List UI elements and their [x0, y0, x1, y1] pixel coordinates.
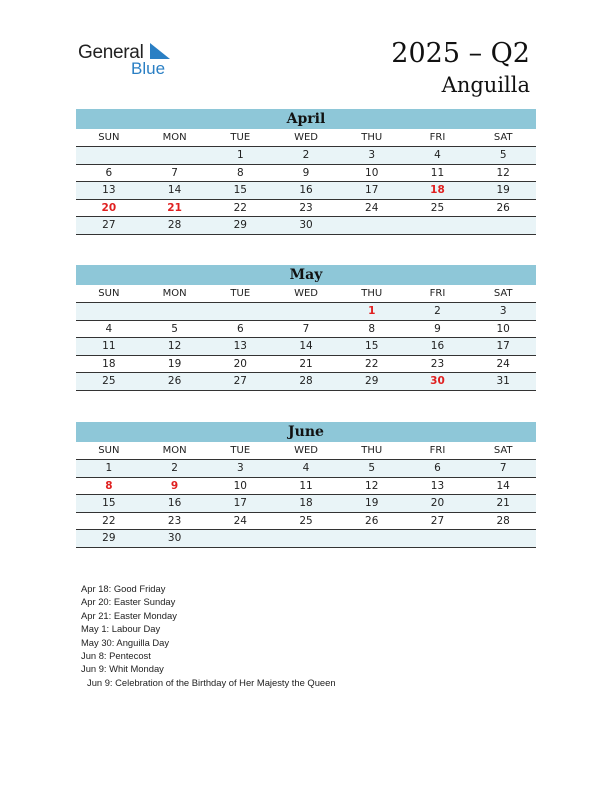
empty-day-cell [76, 147, 142, 164]
empty-day-cell [142, 303, 208, 320]
day-cell: 18 [299, 497, 313, 509]
holiday-notes [81, 582, 336, 689]
weekday-label: THU [361, 132, 383, 143]
day-cell: 13 [102, 184, 116, 196]
day-cell: 21 [299, 357, 313, 370]
day-cell: 29 [102, 532, 116, 544]
day-cell: 12 [365, 479, 379, 492]
empty-day-cell [405, 217, 471, 234]
day-cell: 15 [102, 497, 116, 509]
day-cell: 16 [167, 497, 182, 509]
day-cell: 25 [299, 514, 313, 527]
weekday-header-row [76, 285, 536, 303]
holiday-day-cell: 30 [430, 375, 445, 387]
day-cell: 24 [233, 514, 247, 527]
day-cell: 7 [302, 322, 310, 335]
day-cell: 4 [434, 149, 441, 161]
empty-day-cell [207, 303, 273, 320]
week-row [76, 478, 536, 496]
day-cell: 18 [102, 357, 116, 370]
weekday-label: MON [162, 132, 187, 143]
weekday-label: TUE [230, 132, 251, 143]
day-cell: 24 [365, 201, 379, 214]
holiday-day-cell: 20 [101, 201, 117, 214]
logo-triangle-icon [150, 43, 170, 59]
day-cell: 17 [233, 497, 247, 509]
day-cell: 21 [496, 497, 510, 509]
holiday-day-cell: 18 [430, 184, 445, 196]
holiday-note: May 1: Labour Day [81, 623, 161, 635]
holiday-note: Apr 18: Good Friday [81, 583, 166, 594]
day-cell: 31 [496, 375, 510, 387]
day-cell: 8 [236, 166, 244, 179]
week-row [76, 321, 536, 339]
day-cell: 2 [434, 305, 441, 317]
day-cell: 23 [430, 357, 445, 370]
weekday-label: TUE [230, 445, 251, 456]
day-cell: 3 [368, 149, 376, 161]
day-cell: 26 [167, 375, 182, 387]
weekday-label: SUN [98, 288, 120, 299]
empty-day-cell [405, 530, 471, 547]
day-cell: 19 [365, 497, 379, 509]
day-cell: 17 [496, 340, 510, 352]
day-cell: 28 [167, 219, 182, 231]
holiday-note: Jun 9: Whit Monday [81, 663, 164, 675]
day-cell: 22 [233, 201, 247, 214]
day-cell: 2 [302, 149, 310, 161]
weekday-header-row [76, 129, 536, 147]
day-cell: 12 [167, 340, 182, 352]
week-row [76, 356, 536, 374]
weekday-label: TUE [230, 288, 251, 299]
empty-day-cell [339, 530, 405, 547]
empty-day-cell [273, 530, 339, 547]
day-cell: 25 [430, 201, 445, 214]
day-cell: 26 [496, 201, 510, 214]
day-cell: 5 [368, 462, 376, 474]
weekday-label: SUN [98, 445, 120, 456]
month-title: June [76, 422, 536, 442]
holiday-note: Jun 9: Celebration of the Birthday of Her Majesty the Queen [87, 676, 336, 688]
week-row [76, 373, 536, 391]
week-row [76, 460, 536, 478]
day-cell: 5 [171, 322, 178, 335]
day-cell: 14 [167, 184, 182, 196]
weekday-label: SAT [493, 132, 513, 143]
day-cell: 12 [496, 166, 510, 179]
empty-day-cell [76, 303, 142, 320]
day-cell: 6 [434, 462, 441, 474]
holiday-day-cell: 8 [105, 479, 113, 492]
day-cell: 16 [430, 340, 445, 352]
weekday-label: SAT [493, 288, 513, 299]
day-cell: 19 [496, 184, 510, 196]
day-cell: 28 [496, 514, 510, 527]
day-cell: 25 [102, 375, 116, 387]
week-row [76, 513, 536, 531]
day-cell: 4 [105, 322, 113, 335]
day-cell: 15 [365, 340, 379, 352]
month-may [76, 265, 536, 391]
day-cell: 30 [299, 219, 313, 231]
day-cell: 24 [496, 357, 510, 370]
day-cell: 10 [365, 166, 379, 179]
week-row [76, 495, 536, 513]
week-row [76, 147, 536, 165]
day-cell: 4 [302, 462, 310, 474]
day-cell: 22 [365, 357, 379, 370]
logo-text-general: General [78, 42, 144, 63]
holiday-day-cell: 9 [170, 479, 179, 492]
day-cell: 9 [434, 322, 441, 335]
day-cell: 27 [233, 375, 247, 387]
holiday-note: May 30: Anguilla Day [81, 636, 170, 648]
day-cell: 8 [368, 322, 376, 335]
holiday-note: Apr 20: Easter Sunday [81, 596, 176, 608]
day-cell: 20 [233, 357, 247, 370]
day-cell: 11 [299, 479, 313, 492]
day-cell: 27 [430, 514, 445, 527]
week-row [76, 182, 536, 200]
day-cell: 2 [171, 462, 178, 474]
weekday-label: FRI [429, 132, 446, 143]
day-cell: 23 [299, 201, 313, 214]
weekday-label: THU [361, 288, 383, 299]
day-cell: 15 [233, 184, 247, 196]
weekday-label: WED [294, 288, 318, 299]
weekday-label: WED [294, 445, 318, 456]
day-cell: 22 [102, 514, 116, 527]
weekday-label: SAT [493, 445, 513, 456]
day-cell: 29 [233, 219, 247, 231]
day-cell: 10 [233, 479, 247, 492]
day-cell: 7 [499, 462, 507, 474]
day-cell: 30 [167, 532, 182, 544]
holiday-note: Jun 8: Pentecost [81, 650, 151, 662]
week-row [76, 530, 536, 548]
day-cell: 17 [365, 184, 379, 196]
weekday-label: WED [294, 132, 318, 143]
weekday-label: MON [162, 445, 187, 456]
holiday-day-cell: 1 [368, 305, 376, 317]
month-title: May [76, 265, 536, 285]
month-title: April [76, 109, 536, 129]
day-cell: 10 [496, 322, 510, 335]
day-cell: 13 [233, 340, 247, 352]
weekday-label: FRI [429, 288, 446, 299]
day-cell: 19 [167, 357, 182, 370]
day-cell: 14 [299, 340, 313, 352]
month-june [76, 422, 536, 548]
country-name: Anguilla [441, 73, 530, 97]
day-cell: 29 [365, 375, 379, 387]
week-row [76, 200, 536, 218]
day-cell: 11 [102, 340, 116, 352]
day-cell: 6 [105, 166, 113, 179]
weekday-label: MON [162, 288, 187, 299]
empty-day-cell [339, 217, 405, 234]
day-cell: 1 [105, 462, 113, 474]
day-cell: 6 [236, 322, 244, 335]
weekday-header-row [76, 442, 536, 460]
empty-day-cell [207, 530, 273, 547]
holiday-day-cell: 21 [167, 201, 182, 214]
week-row [76, 165, 536, 183]
day-cell: 23 [167, 514, 182, 527]
weekday-label: THU [361, 445, 383, 456]
day-cell: 27 [102, 219, 116, 231]
empty-day-cell [273, 303, 339, 320]
day-cell: 13 [430, 479, 445, 492]
page-title: 2025 – Q2 [391, 38, 530, 69]
day-cell: 9 [302, 166, 310, 179]
weekday-label: FRI [429, 445, 446, 456]
empty-day-cell [470, 530, 536, 547]
logo-text-blue: Blue [131, 59, 166, 78]
week-row [76, 338, 536, 356]
day-cell: 26 [365, 514, 379, 527]
day-cell: 7 [171, 166, 178, 179]
day-cell: 20 [430, 497, 445, 509]
empty-day-cell [142, 147, 208, 164]
day-cell: 1 [236, 149, 244, 161]
day-cell: 11 [430, 166, 445, 179]
empty-day-cell [470, 217, 536, 234]
week-row [76, 303, 536, 321]
holiday-note: Apr 21: Easter Monday [81, 609, 177, 621]
day-cell: 5 [499, 149, 507, 161]
month-april [76, 109, 536, 235]
weekday-label: SUN [98, 132, 120, 143]
day-cell: 3 [499, 305, 507, 317]
logo [78, 42, 188, 82]
day-cell: 14 [496, 479, 510, 492]
week-row [76, 217, 536, 235]
day-cell: 3 [236, 462, 244, 474]
day-cell: 16 [299, 184, 313, 196]
day-cell: 28 [299, 375, 313, 387]
